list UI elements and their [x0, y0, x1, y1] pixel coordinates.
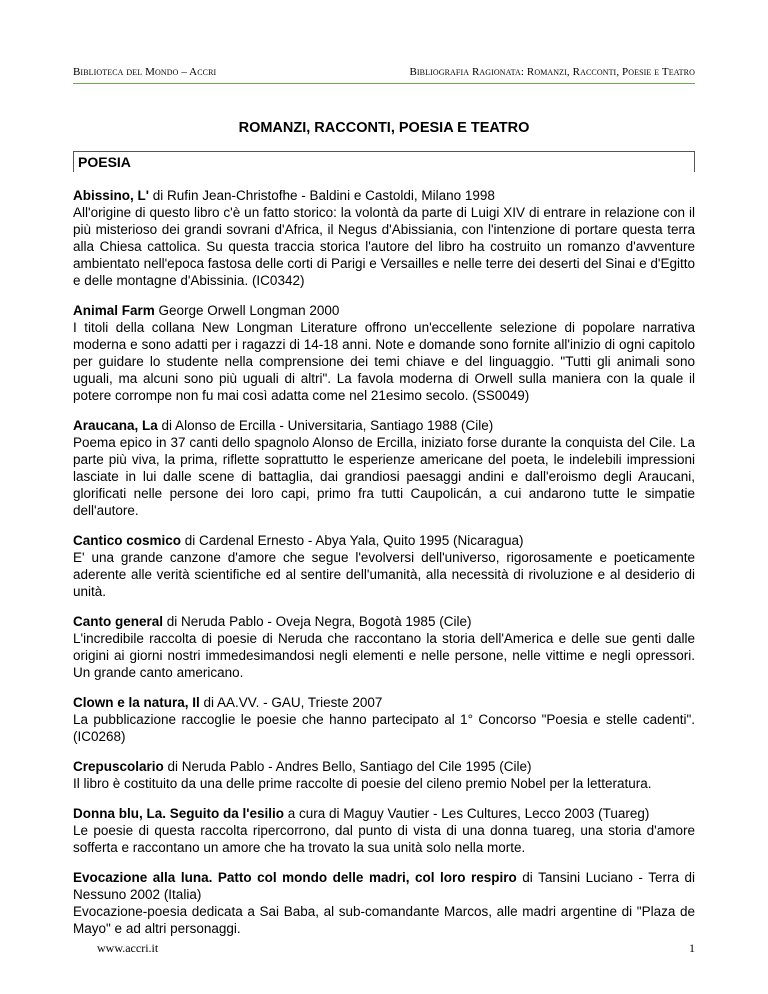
section-heading: POESIA — [78, 154, 131, 170]
entry-title: Abissino, L' — [73, 188, 149, 203]
entry-title: Cantico cosmico — [73, 533, 182, 548]
entry-description: I titoli della collana New Longman Literature offrono un'eccellente selezione di popolare narrativa moderna e sono adatti per i ragazzi di 14-18 anni. Note e domande sono fornite all'inizio di ogni capitolo per guidare lo studente nella comprensione dei temi chiave e del linguaggio. "Tutti gli animali sono uguali, ma alcuni sono più uguali di altri". La favola moderna di Orwell sulla maniera con la quale il potere corrompe non fu mai così adatta come nel 21esimo secolo. (SS0049) — [73, 320, 695, 403]
list-item — [73, 805, 695, 856]
entry-title: Clown e la natura, Il — [73, 695, 200, 710]
list-item — [73, 758, 695, 792]
entry-description: Le poesie di questa raccolta ripercorrono, dal punto di vista di una donna tuareg, una storia d'amore sofferta e raccontano un amore che ha trovato la sua unità solo nella morte. — [73, 823, 695, 855]
entry-description: E' una grande canzone d'amore che segue l'evolversi dell'universo, rigorosamente e poeticamente aderente alle verità scientifiche ed al sentire dell'umanità, alla necessità di rivoluzione e al desiderio di unità. — [73, 550, 695, 599]
list-item — [73, 302, 695, 404]
entry-title: Araucana, La — [73, 418, 158, 433]
entry-meta: di Alonso de Ercilla - Universitaria, Santiago 1988 (Cile) — [157, 418, 494, 433]
list-item — [73, 694, 695, 745]
entry-description: La pubblicazione raccoglie le poesie che hanno partecipato al 1° Concorso "Poesia e stelle cadenti". (IC0268) — [73, 712, 695, 744]
entry-description: Poema epico in 37 canti dello spagnolo Alonso de Ercilla, iniziato forse durante la conquista del Cile. La parte più viva, la prima, riflette soprattutto le esperienze americane del poeta, le indelebili impressioni lasciate in lui dalle scene di battaglia, dai grandiosi paesaggi andini e dall'eroismo degli Araucani, glorificati nelle persone dei loro capi, primo fra tutti Caupolicán, a cui andarono tutte le simpatie dell'autore. — [73, 435, 695, 518]
entry-description: Evocazione-poesia dedicata a Sai Baba, al sub-comandante Marcos, alle madri argentine di "Plaza de Mayo" e ad altri personaggi. — [73, 904, 695, 936]
header-right: Bibliografia Ragionata: Romanzi, Racconti, Poesie e Teatro — [409, 66, 695, 78]
header-left: Biblioteca del Mondo – Accri — [73, 66, 217, 78]
entry-description: All'origine di questo libro c'è un fatto storico: la volontà da parte di Luigi XIV di entrare in relazione con il più misterioso dei grandi sovrani d'Africa, il Negus d'Abissiania, con l'intenzione di portare questa terra alla Chiesa cattolica. Su questa traccia storica l'autore del libro ha costruito un romanzo d'avventure ambientato nell'epoca fastosa delle corti di Parigi e Versailles e nelle terre dei deserti del Sinai e d'Egitto e delle montagne d'Abissinia. (IC0342) — [73, 205, 695, 288]
list-item — [73, 417, 695, 519]
page-number: 1 — [689, 941, 695, 955]
list-item — [73, 613, 695, 681]
entry-description: L'incredibile raccolta di poesie di Neruda che raccontano la storia dell'America e delle sue genti dalle origini ai giorni nostri immedesimandosi negli elementi e nelle persone, nelle vittime e negli opressori. Un grande canto americano. — [73, 631, 695, 680]
entry-title: Crepuscolario — [73, 759, 164, 774]
entry-meta: di Cardenal Ernesto - Abya Yala, Quito 1995 (Nicaragua) — [181, 533, 524, 548]
entry-title: Canto general — [73, 614, 164, 629]
entry-meta: a cura di Maguy Vautier - Les Cultures, Lecco 2003 (Tuareg) — [283, 806, 650, 821]
entry-title: Evocazione alla luna. Patto col mondo delle madri, col loro respiro — [73, 870, 517, 885]
entry-list — [73, 187, 695, 950]
list-item — [73, 187, 695, 289]
entry-meta: di Neruda Pablo - Andres Bello, Santiago del Cile 1995 (Cile) — [163, 759, 532, 774]
running-header — [73, 66, 695, 84]
entry-meta: George Orwell Longman 2000 — [154, 303, 340, 318]
entry-meta: di Neruda Pablo - Oveja Negra, Bogotà 1985 (Cile) — [163, 614, 472, 629]
entry-meta: di Tansini Luciano - Terra di Nessuno 2002 (Italia) — [73, 870, 695, 902]
entry-meta: di AA.VV. - GAU, Trieste 2007 — [199, 695, 383, 710]
list-item — [73, 532, 695, 600]
section-heading-box — [73, 151, 695, 172]
list-item — [73, 869, 695, 937]
page-title: ROMANZI, RACCONTI, POESIA E TEATRO — [238, 120, 530, 136]
footer-website: www.accri.it — [97, 941, 159, 955]
entry-title: Donna blu, La. Seguito da l'esilio — [73, 806, 284, 821]
entry-description: Il libro è costituito da una delle prime raccolte di poesie del cileno premio Nobel per la letteratura. — [73, 776, 652, 791]
entry-title: Animal Farm — [73, 303, 155, 318]
entry-meta: di Rufin Jean-Christofhe - Baldini e Castoldi, Milano 1998 — [148, 188, 495, 203]
